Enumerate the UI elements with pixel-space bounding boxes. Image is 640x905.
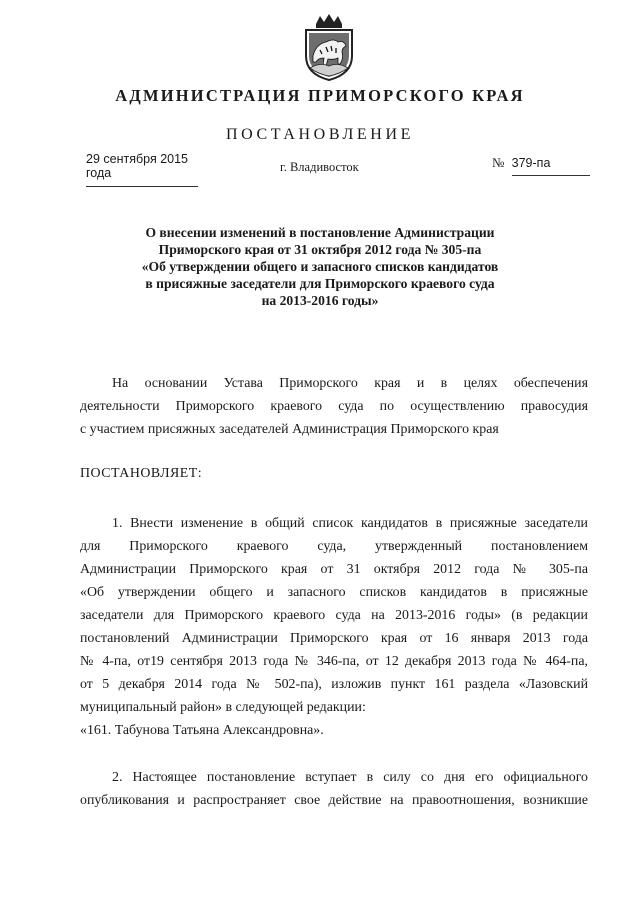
document-number: 379-па — [512, 156, 590, 176]
text-line: с участием присяжных заседателей Администрация Приморского края — [80, 422, 499, 437]
document-title — [100, 224, 540, 309]
text-line: муниципальный район» в следующей редакции: — [80, 700, 366, 715]
text-line: постановлений Администрации Приморского края от 16 января 2013 года — [80, 631, 588, 646]
title-line: в присяжные заседатели для Приморского краевого суда — [145, 276, 495, 291]
coat-of-arms-tiger-icon — [298, 12, 360, 82]
text-line: «Об утверждении общего и запасного списков кандидатов в присяжные — [80, 585, 588, 600]
title-line: Приморского края от 31 октября 2012 года № 305-па — [158, 242, 482, 257]
text-line: от 5 декабря 2014 года № 502-па), изложив пункт 161 раздела «Лазовский — [80, 677, 588, 692]
item-1-paragraph — [80, 512, 588, 742]
item-2-paragraph — [80, 766, 588, 812]
text-line: «161. Табунова Татьяна Александровна». — [80, 723, 324, 738]
decree-word: ПОСТАНОВЛЯЕТ: — [80, 466, 203, 481]
text-line: 2. Настоящее постановление вступает в силу со дня его официального — [112, 770, 588, 785]
text-line: № 4-па, от19 сентября 2013 года № 346-па, от 12 декабря 2013 года № 464-па, — [80, 654, 588, 669]
document-type: ПОСТАНОВЛЕНИЕ — [226, 126, 414, 143]
document-date: 29 сентября 2015 года — [86, 152, 198, 187]
text-line: деятельности Приморского краевого суда по осуществлению правосудия — [80, 399, 588, 414]
text-line: На основании Устава Приморского края и в целях обеспечения — [112, 376, 588, 391]
text-line: для Приморского краевого суда, утвержденный постановлением — [80, 539, 588, 554]
text-line: опубликования и распространяет свое действие на правоотношения, возникшие — [80, 793, 588, 808]
document-city: г. Владивосток — [280, 160, 359, 174]
title-line: на 2013-2016 годы» — [261, 293, 379, 308]
title-line: «Об утверждении общего и запасного списков кандидатов — [141, 259, 499, 274]
document-number-block — [492, 155, 590, 176]
title-line: О внесении изменений в постановление Администрации — [145, 225, 495, 240]
text-line: Администрации Приморского края от 31 октября 2012 года № 305-па — [80, 562, 588, 577]
text-line: заседатели для Приморского краевого суда на 2013-2016 годы» (в редакции — [80, 608, 588, 623]
organization-title: АДМИНИСТРАЦИЯ ПРИМОРСКОГО КРАЯ — [115, 86, 525, 105]
text-line: 1. Внести изменение в общий список кандидатов в присяжные заседатели — [112, 516, 588, 531]
preamble-paragraph — [80, 372, 588, 441]
number-sign: № — [492, 155, 505, 170]
